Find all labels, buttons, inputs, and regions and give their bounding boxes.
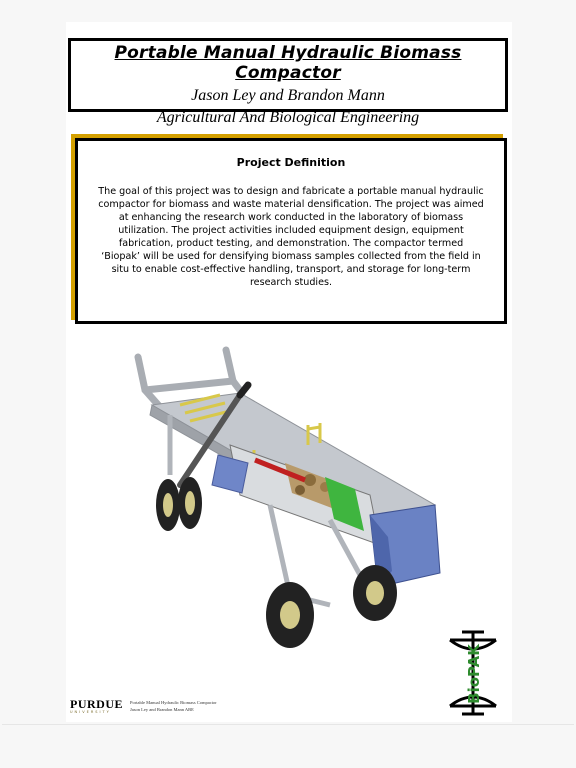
purdue-logo: PURDUE bbox=[70, 697, 123, 711]
biopak-logo-text: BioPAK bbox=[465, 644, 483, 704]
compactor-illustration bbox=[130, 345, 450, 655]
footer-caption-title: Portable Manual Hydraulic Biomass Compactor bbox=[130, 700, 217, 705]
authors: Jason Ley and Brandon Mann bbox=[191, 87, 385, 104]
definition-heading: Project Definition bbox=[236, 156, 346, 169]
department: Agricultural And Biological Engineering bbox=[156, 109, 420, 126]
title-box bbox=[68, 38, 508, 126]
footer-caption-authors: Jason Ley and Brandon Mann ABE bbox=[130, 707, 194, 712]
project-title: Portable Manual Hydraulic Biomass Compactor bbox=[114, 43, 462, 83]
biopak-logo bbox=[444, 628, 502, 718]
definition-body: The goal of this project was to design and fabricate a portable manual hydraulic compactor for biomass and waste material densification. The project was aimed at enhancing the research work conducted in the laboratory of biomass utilization. The project activities included equipment design, equipment fabrication, product testing, and demonstration. The compactor termed ‘Biopak’ will be used for densifying biomass samples collected from the field in situ to enable cost-effective handling, transport, and storage for long-term research studies. bbox=[98, 186, 484, 288]
page-edge-line bbox=[2, 724, 574, 725]
purdue-logo-sub: UNIVERSITY bbox=[70, 710, 111, 714]
definition-box bbox=[75, 138, 507, 324]
